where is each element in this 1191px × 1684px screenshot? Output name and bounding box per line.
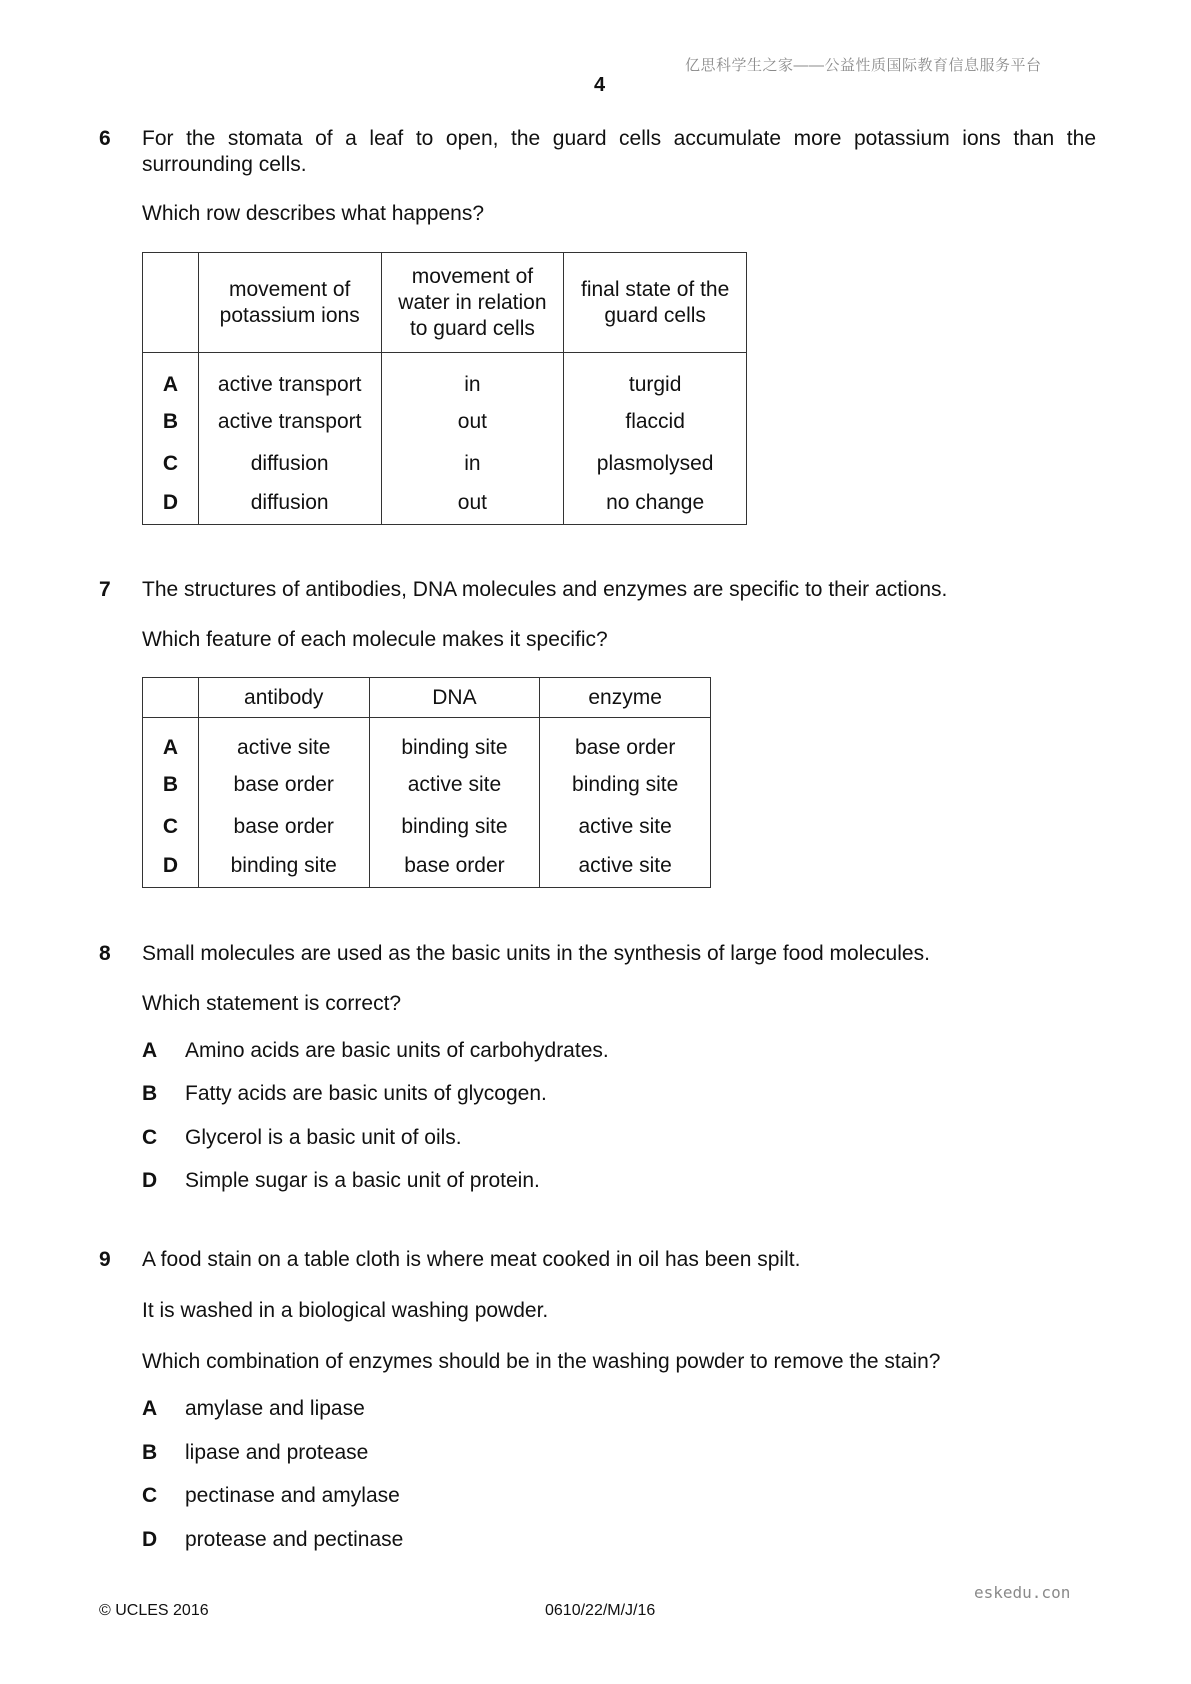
table-cell: active transport: [198, 353, 381, 401]
table-cell: no change: [564, 485, 747, 525]
q8-option-text-c: Glycerol is a basic unit of oils.: [185, 1126, 462, 1149]
row-letter: D: [143, 848, 199, 888]
q6-header-water: movement of water in relation to guard cells: [381, 253, 564, 353]
table-row: [143, 401, 747, 443]
question-6-table: [142, 252, 747, 525]
q9-option-letter-b: B: [142, 1441, 158, 1464]
row-letter: B: [143, 764, 199, 806]
table-cell: active site: [369, 764, 540, 806]
table-row: [143, 443, 747, 485]
q9-option-letter-c: C: [142, 1484, 158, 1507]
question-8-line1: Small molecules are used as the basic units in the synthesis of large food molecules.: [142, 942, 930, 965]
row-letter: C: [143, 806, 199, 848]
q8-option-letter-b: B: [142, 1082, 158, 1105]
table-cell: base order: [540, 718, 711, 764]
q8-option-letter-a: A: [142, 1039, 158, 1062]
q7-header-dna: DNA: [369, 678, 540, 718]
table-cell: flaccid: [564, 401, 747, 443]
question-9-number: 9: [99, 1248, 111, 1271]
q7-header-enzyme: enzyme: [540, 678, 711, 718]
table-cell: in: [381, 353, 564, 401]
table-cell: active site: [540, 848, 711, 888]
question-6-number: 6: [99, 127, 111, 150]
table-cell: diffusion: [198, 485, 381, 525]
footer-watermark: eskedu.con: [974, 1583, 1071, 1602]
row-letter: C: [143, 443, 199, 485]
q8-option-letter-d: D: [142, 1169, 158, 1192]
table-cell: binding site: [540, 764, 711, 806]
table-row: [143, 848, 711, 888]
q8-option-text-d: Simple sugar is a basic unit of protein.: [185, 1169, 540, 1192]
footer-copyright: © UCLES 2016: [99, 1602, 209, 1619]
q9-option-letter-a: A: [142, 1397, 158, 1420]
q8-option-text-a: Amino acids are basic units of carbohydrates.: [185, 1039, 609, 1062]
page-number: 4: [594, 74, 606, 96]
table-cell: binding site: [369, 806, 540, 848]
question-7-prompt: Which feature of each molecule makes it specific?: [142, 628, 608, 651]
q6-header-blank: [143, 253, 199, 353]
q9-option-letter-d: D: [142, 1528, 158, 1551]
q9-option-text-c: pectinase and amylase: [185, 1484, 400, 1507]
q9-option-text-d: protease and pectinase: [185, 1528, 404, 1551]
question-8-number: 8: [99, 942, 111, 965]
q7-header-antibody: antibody: [198, 678, 369, 718]
question-9-line1: A food stain on a table cloth is where meat cooked in oil has been spilt.: [142, 1248, 801, 1271]
footer-paper-code: 0610/22/M/J/16: [545, 1602, 656, 1619]
q9-option-text-a: amylase and lipase: [185, 1397, 365, 1420]
table-cell: binding site: [369, 718, 540, 764]
question-8-prompt: Which statement is correct?: [142, 992, 402, 1015]
question-7-table: [142, 677, 711, 888]
row-letter: A: [143, 353, 199, 401]
q9-option-text-b: lipase and protease: [185, 1441, 369, 1464]
table-cell: turgid: [564, 353, 747, 401]
header-watermark: 亿思科学生之家——公益性质国际教育信息服务平台: [685, 57, 1042, 74]
row-letter: B: [143, 401, 199, 443]
table-cell: active transport: [198, 401, 381, 443]
table-cell: binding site: [198, 848, 369, 888]
table-cell: base order: [198, 764, 369, 806]
question-7-number: 7: [99, 578, 111, 601]
table-cell: out: [381, 485, 564, 525]
table-row: [143, 764, 711, 806]
table-row: [143, 806, 711, 848]
table-cell: active site: [198, 718, 369, 764]
question-6-line2: surrounding cells.: [142, 153, 307, 176]
q7-header-blank: [143, 678, 199, 718]
table-row: [143, 485, 747, 525]
row-letter: D: [143, 485, 199, 525]
table-cell: diffusion: [198, 443, 381, 485]
table-row: [143, 353, 747, 401]
question-9-line2: It is washed in a biological washing powder.: [142, 1299, 549, 1322]
question-6-prompt: Which row describes what happens?: [142, 202, 485, 225]
q6-header-potassium: movement of potassium ions: [198, 253, 381, 353]
question-6-line1: For the stomata of a leaf to open, the guard cells accumulate more potassium ions than the: [142, 127, 1096, 150]
table-row: [143, 718, 711, 764]
table-cell: in: [381, 443, 564, 485]
question-9-prompt: Which combination of enzymes should be in the washing powder to remove the stain?: [142, 1350, 941, 1373]
question-7-line1: The structures of antibodies, DNA molecules and enzymes are specific to their actions.: [142, 578, 948, 601]
table-cell: base order: [369, 848, 540, 888]
table-cell: active site: [540, 806, 711, 848]
q6-header-final-state: final state of the guard cells: [564, 253, 747, 353]
row-letter: A: [143, 718, 199, 764]
table-cell: plasmolysed: [564, 443, 747, 485]
table-cell: base order: [198, 806, 369, 848]
q8-option-letter-c: C: [142, 1126, 158, 1149]
table-cell: out: [381, 401, 564, 443]
q8-option-text-b: Fatty acids are basic units of glycogen.: [185, 1082, 547, 1105]
